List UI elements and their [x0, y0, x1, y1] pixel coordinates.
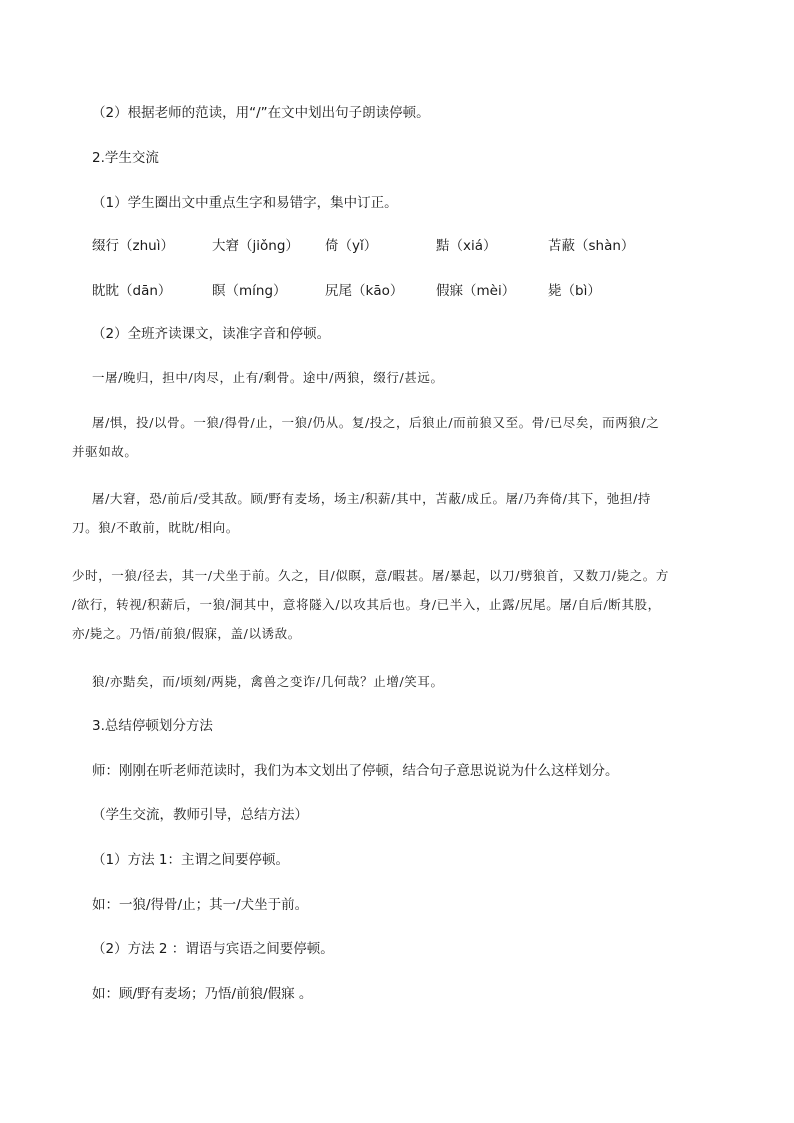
instruction-paragraph: （2）根据老师的范读，用“/”在文中划出句子朗读停顿。	[92, 105, 430, 121]
vocab-item: 缀行（zhuì）	[92, 238, 174, 254]
paragraph: 师：刚刚在听老师范读时，我们为本文划出了停顿，结合句子意思说说为什么这样划分。	[92, 763, 619, 779]
text-line: 刀。狼/不敢前，眈眈/相向。	[72, 520, 239, 535]
vocab-item: 倚（yǐ）	[325, 238, 378, 254]
vocab-item: 眈眈（dān）	[92, 283, 172, 299]
text-line: 屠/惧，投/以骨。一狼/得骨/止，一狼/仍从。复/投之，后狼止/而前狼又至。骨/已尽矣，而两狼/之	[92, 415, 660, 430]
text-line: 少时，一狼/径去，其一/犬坐于前。久之，目/似瞑，意/暇甚。屠/暴起，以刀/劈狼首，又数刀/毙之。方	[72, 568, 669, 583]
vocab-item: 苫蔽（shàn）	[548, 238, 635, 254]
vocab-item: 瞑（míng）	[212, 283, 287, 299]
instruction-paragraph: （2）全班齐读课文，读准字音和停顿。	[92, 326, 331, 342]
section-heading: 3.总结停顿划分方法	[92, 718, 213, 734]
text-line: 并驱如故。	[72, 444, 138, 459]
example-line: 如：一狼/得骨/止；其一/犬坐于前。	[92, 897, 309, 913]
text-line: 屠/大窘，恐/前后/受其敌。顾/野有麦场，场主/积薪/其中，苫蔽/成丘。屠/乃奔倚/其下，弛担/持	[92, 491, 652, 506]
vocab-item: 尻尾（kāo）	[325, 283, 404, 299]
method-item: （1）方法 1：主谓之间要停顿。	[92, 852, 289, 868]
vocab-item: 黠（xiá）	[436, 238, 497, 254]
method-item: （2）方法 2 ：谓语与宾语之间要停顿。	[92, 941, 334, 957]
example-line: 如：顾/野有麦场；乃悟/前狼/假寐 。	[92, 986, 313, 1002]
instruction-paragraph: （1）学生圈出文中重点生字和易错字，集中订正。	[92, 195, 398, 211]
vocab-item: 大窘（jiǒng）	[212, 238, 299, 254]
text-line: 亦/毙之。乃悟/前狼/假寐，盖/以诱敌。	[72, 626, 301, 641]
text-line: 一屠/晚归，担中/肉尽，止有/剩骨。途中/两狼，缀行/甚远。	[92, 370, 444, 385]
text-line: 狼/亦黠矣，而/顷刻/两毙，禽兽之变诈/几何哉？止增/笑耳。	[92, 674, 444, 689]
paragraph: （学生交流，教师引导，总结方法）	[92, 807, 308, 823]
section-heading: 2.学生交流	[92, 150, 159, 166]
vocab-item: 毙（bì）	[548, 283, 601, 299]
text-line: /欲行，转视/积薪后，一狼/洞其中，意将隧入/以攻其后也。身/已半入，止露/尻尾。屠/自后/断其股，	[72, 597, 661, 612]
vocab-item: 假寐（mèi）	[436, 283, 516, 299]
